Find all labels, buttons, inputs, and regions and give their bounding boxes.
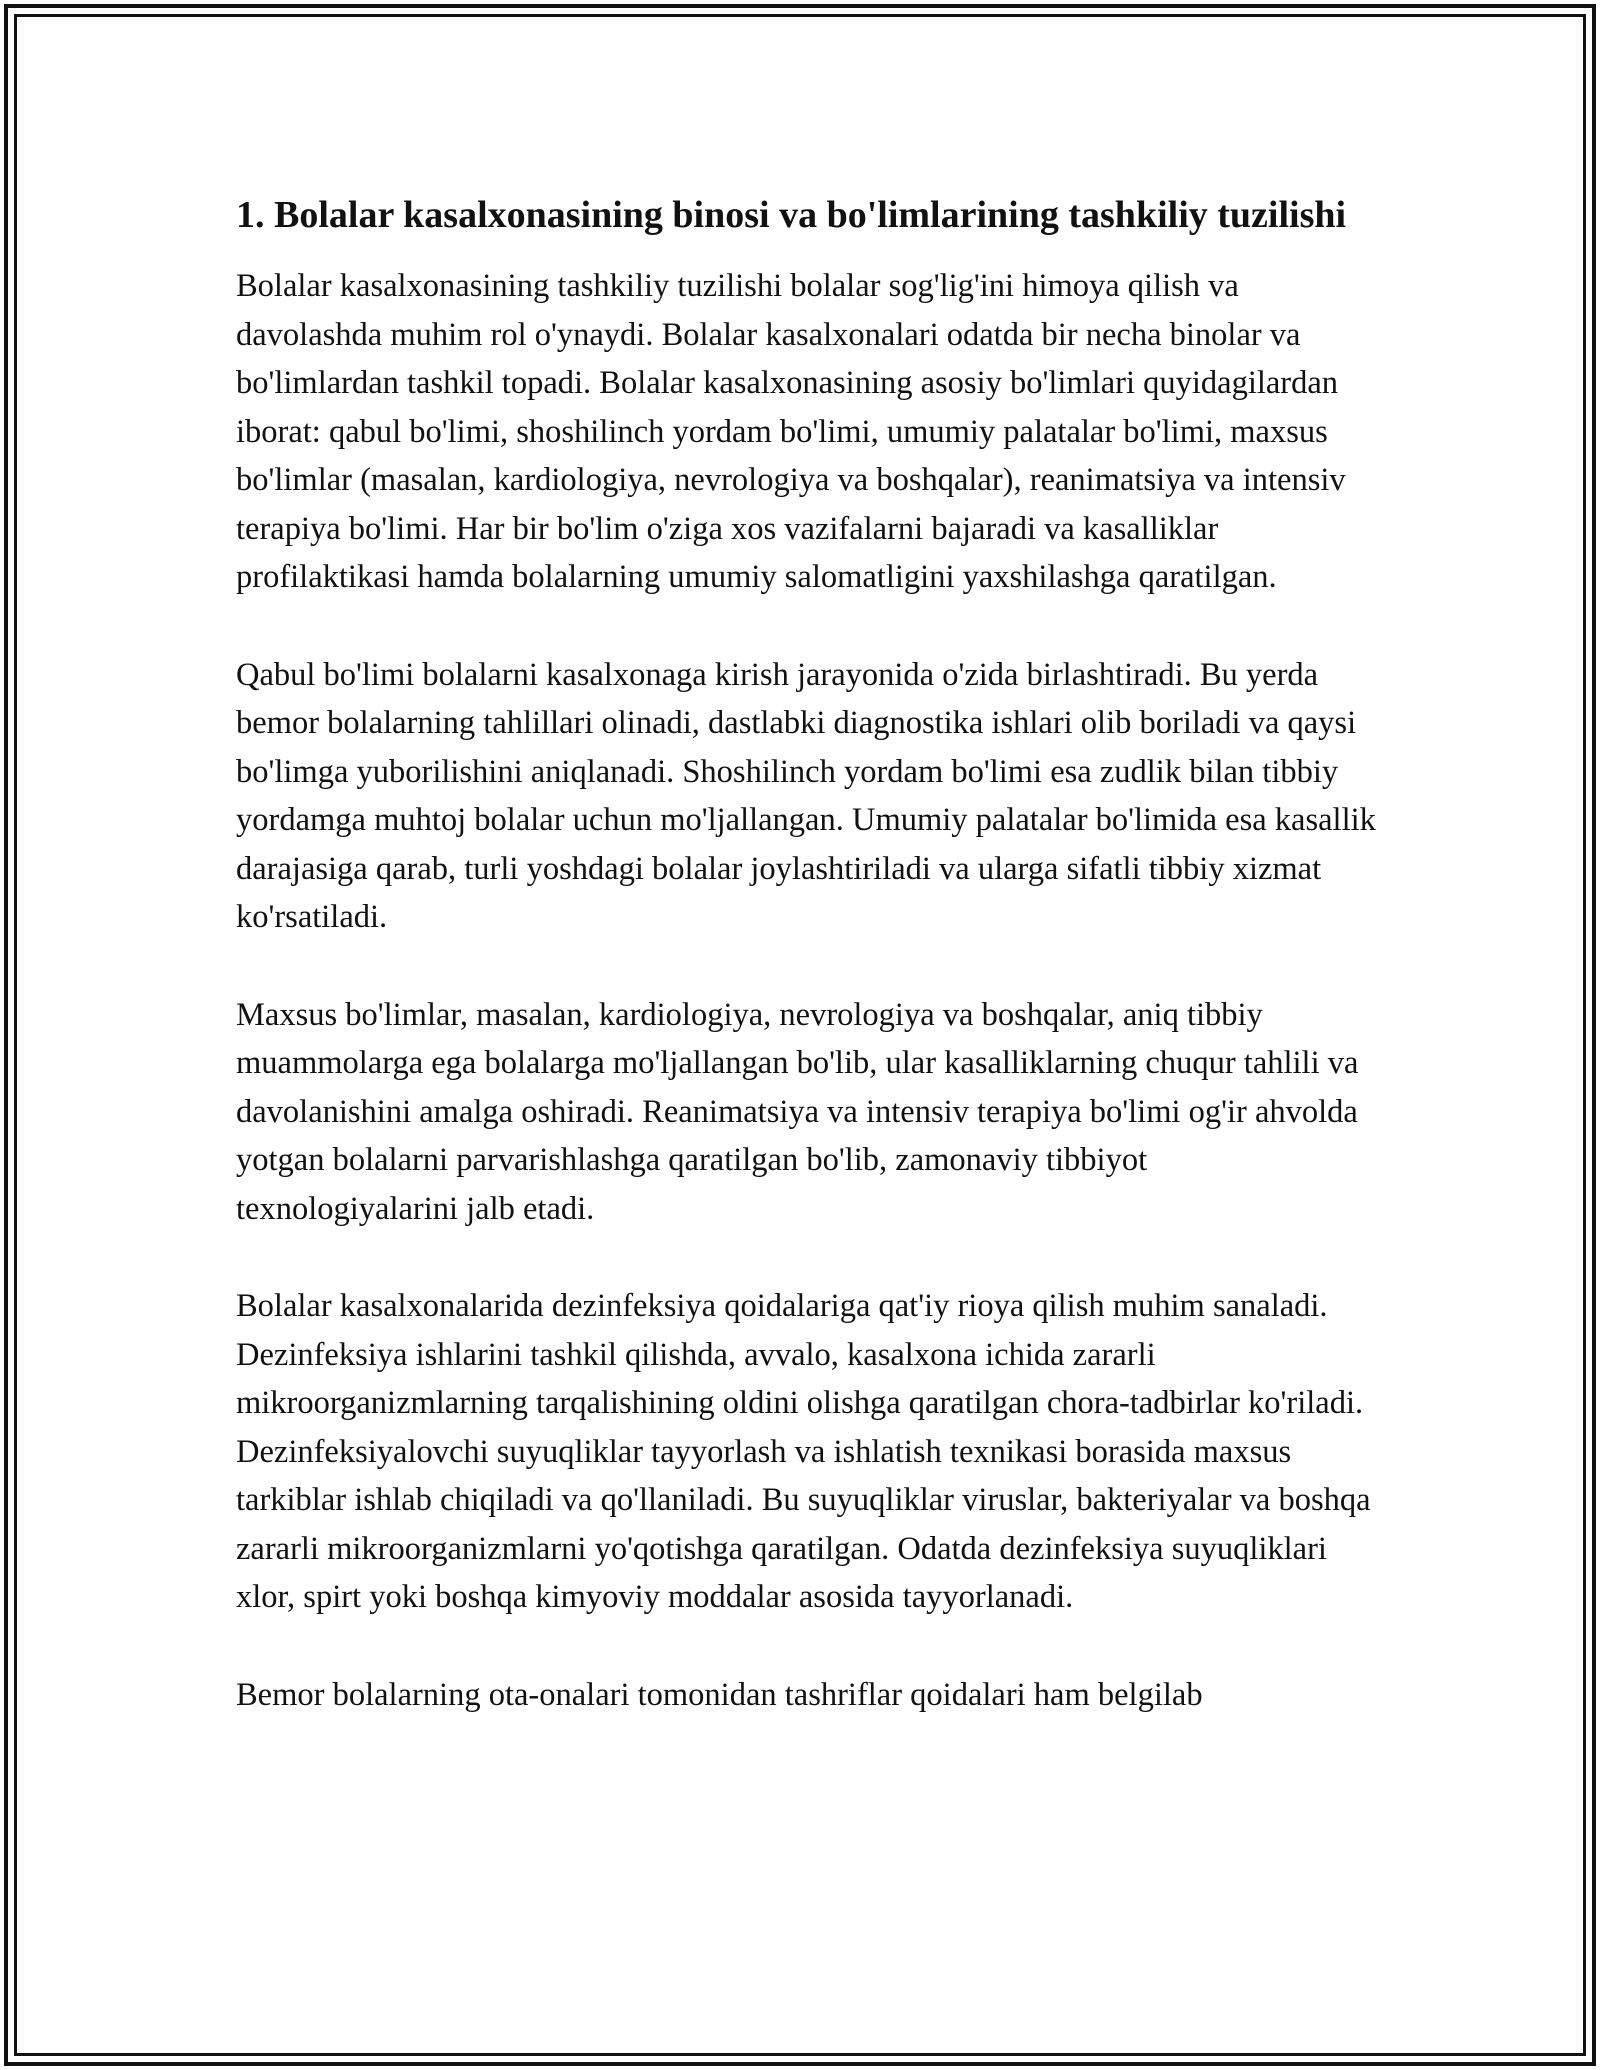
section-title: 1. Bolalar kasalxonasining binosi va bo'limlarining tashkiliy tuzilishi [236,194,1347,236]
paragraph-3: Maxsus bo'limlar, masalan, kardiologiya, nevrologiya va boshqalar, aniq tibbiy muammolarga ega bolalarga mo'ljallangan bo'lib, ular kasalliklarning chuqur tahlili va davolanishini amalga oshiradi. Reanimatsiya va intensiv terapiya bo'limi og'ir ahvolda yotgan bolalarni parvarishlashga qaratilgan bo'lib, zamonaviy tibbiyot texnologiyalarini jalb etadi. [236,996,1359,1227]
paragraph-5: Bemor bolalarning ota-onalari tomonidan tashriflar qoidalari ham belgilab [236,1676,1203,1713]
paragraph-4: Bolalar kasalxonalarida dezinfeksiya qoidalariga qat'iy rioya qilish muhim sanaladi. Dezinfeksiya ishlarini tashkil qilishda, avvalo, kasalxona ichida zararli mikroorganizmlarning tarqalishining oldini olishga qaratilgan chora-tadbirlar ko'riladi. Dezinfeksiyalovchi suyuqliklar tayyorlash va ishlatish texnikasi borasida maxsus tarkiblar ishlab chiqiladi va qo'llaniladi. Bu suyuqliklar viruslar, bakteriyalar va boshqa zararli mikroorganizmlarni yo'qotishga qaratilgan. Odatda dezinfeksiya suyuqliklari xlor, spirt yoki boshqa kimyoviy moddalar asosida tayyorlanadi. [236,1288,1371,1615]
paragraph-1: Bolalar kasalxonasining tashkiliy tuzilishi bolalar sog'lig'ini himoya qilish va davolashda muhim rol o'ynaydi. Bolalar kasalxonalari odatda bir necha binolar va bo'limlardan tashkil topadi. Bolalar kasalxonasining asosiy bo'limlari quyidagilardan iborat: qabul bo'limi, shoshilinch yordam bo'limi, umumiy palatalar bo'limi, maxsus bo'limlar (masalan, kardiologiya, nevrologiya va boshqalar), reanimatsiya va intensiv terapiya bo'limi. Har bir bo'lim o'ziga xos vazifalarni bajaradi va kasalliklar profilaktikasi hamda bolalarning umumiy salomatligini yaxshilashga qaratilgan. [236,268,1346,595]
document-body [236,188,1376,1768]
paragraph-2: Qabul bo'limi bolalarni kasalxonaga kirish jarayonida o'zida birlashtiradi. Bu yerda bemor bolalarning tahlillari olinadi, dastlabki diagnostika ishlari olib boriladi va qaysi bo'limga yuborilishini aniqlanadi. Shoshilinch yordam bo'limi esa zudlik bilan tibbiy yordamga muhtoj bolalar uchun mo'ljallangan. Umumiy palatalar bo'limida esa kasallik darajasiga qarab, turli yoshdagi bolalar joylashtiriladi va ularga sifatli tibbiy xizmat ko'rsatiladi. [236,656,1376,935]
